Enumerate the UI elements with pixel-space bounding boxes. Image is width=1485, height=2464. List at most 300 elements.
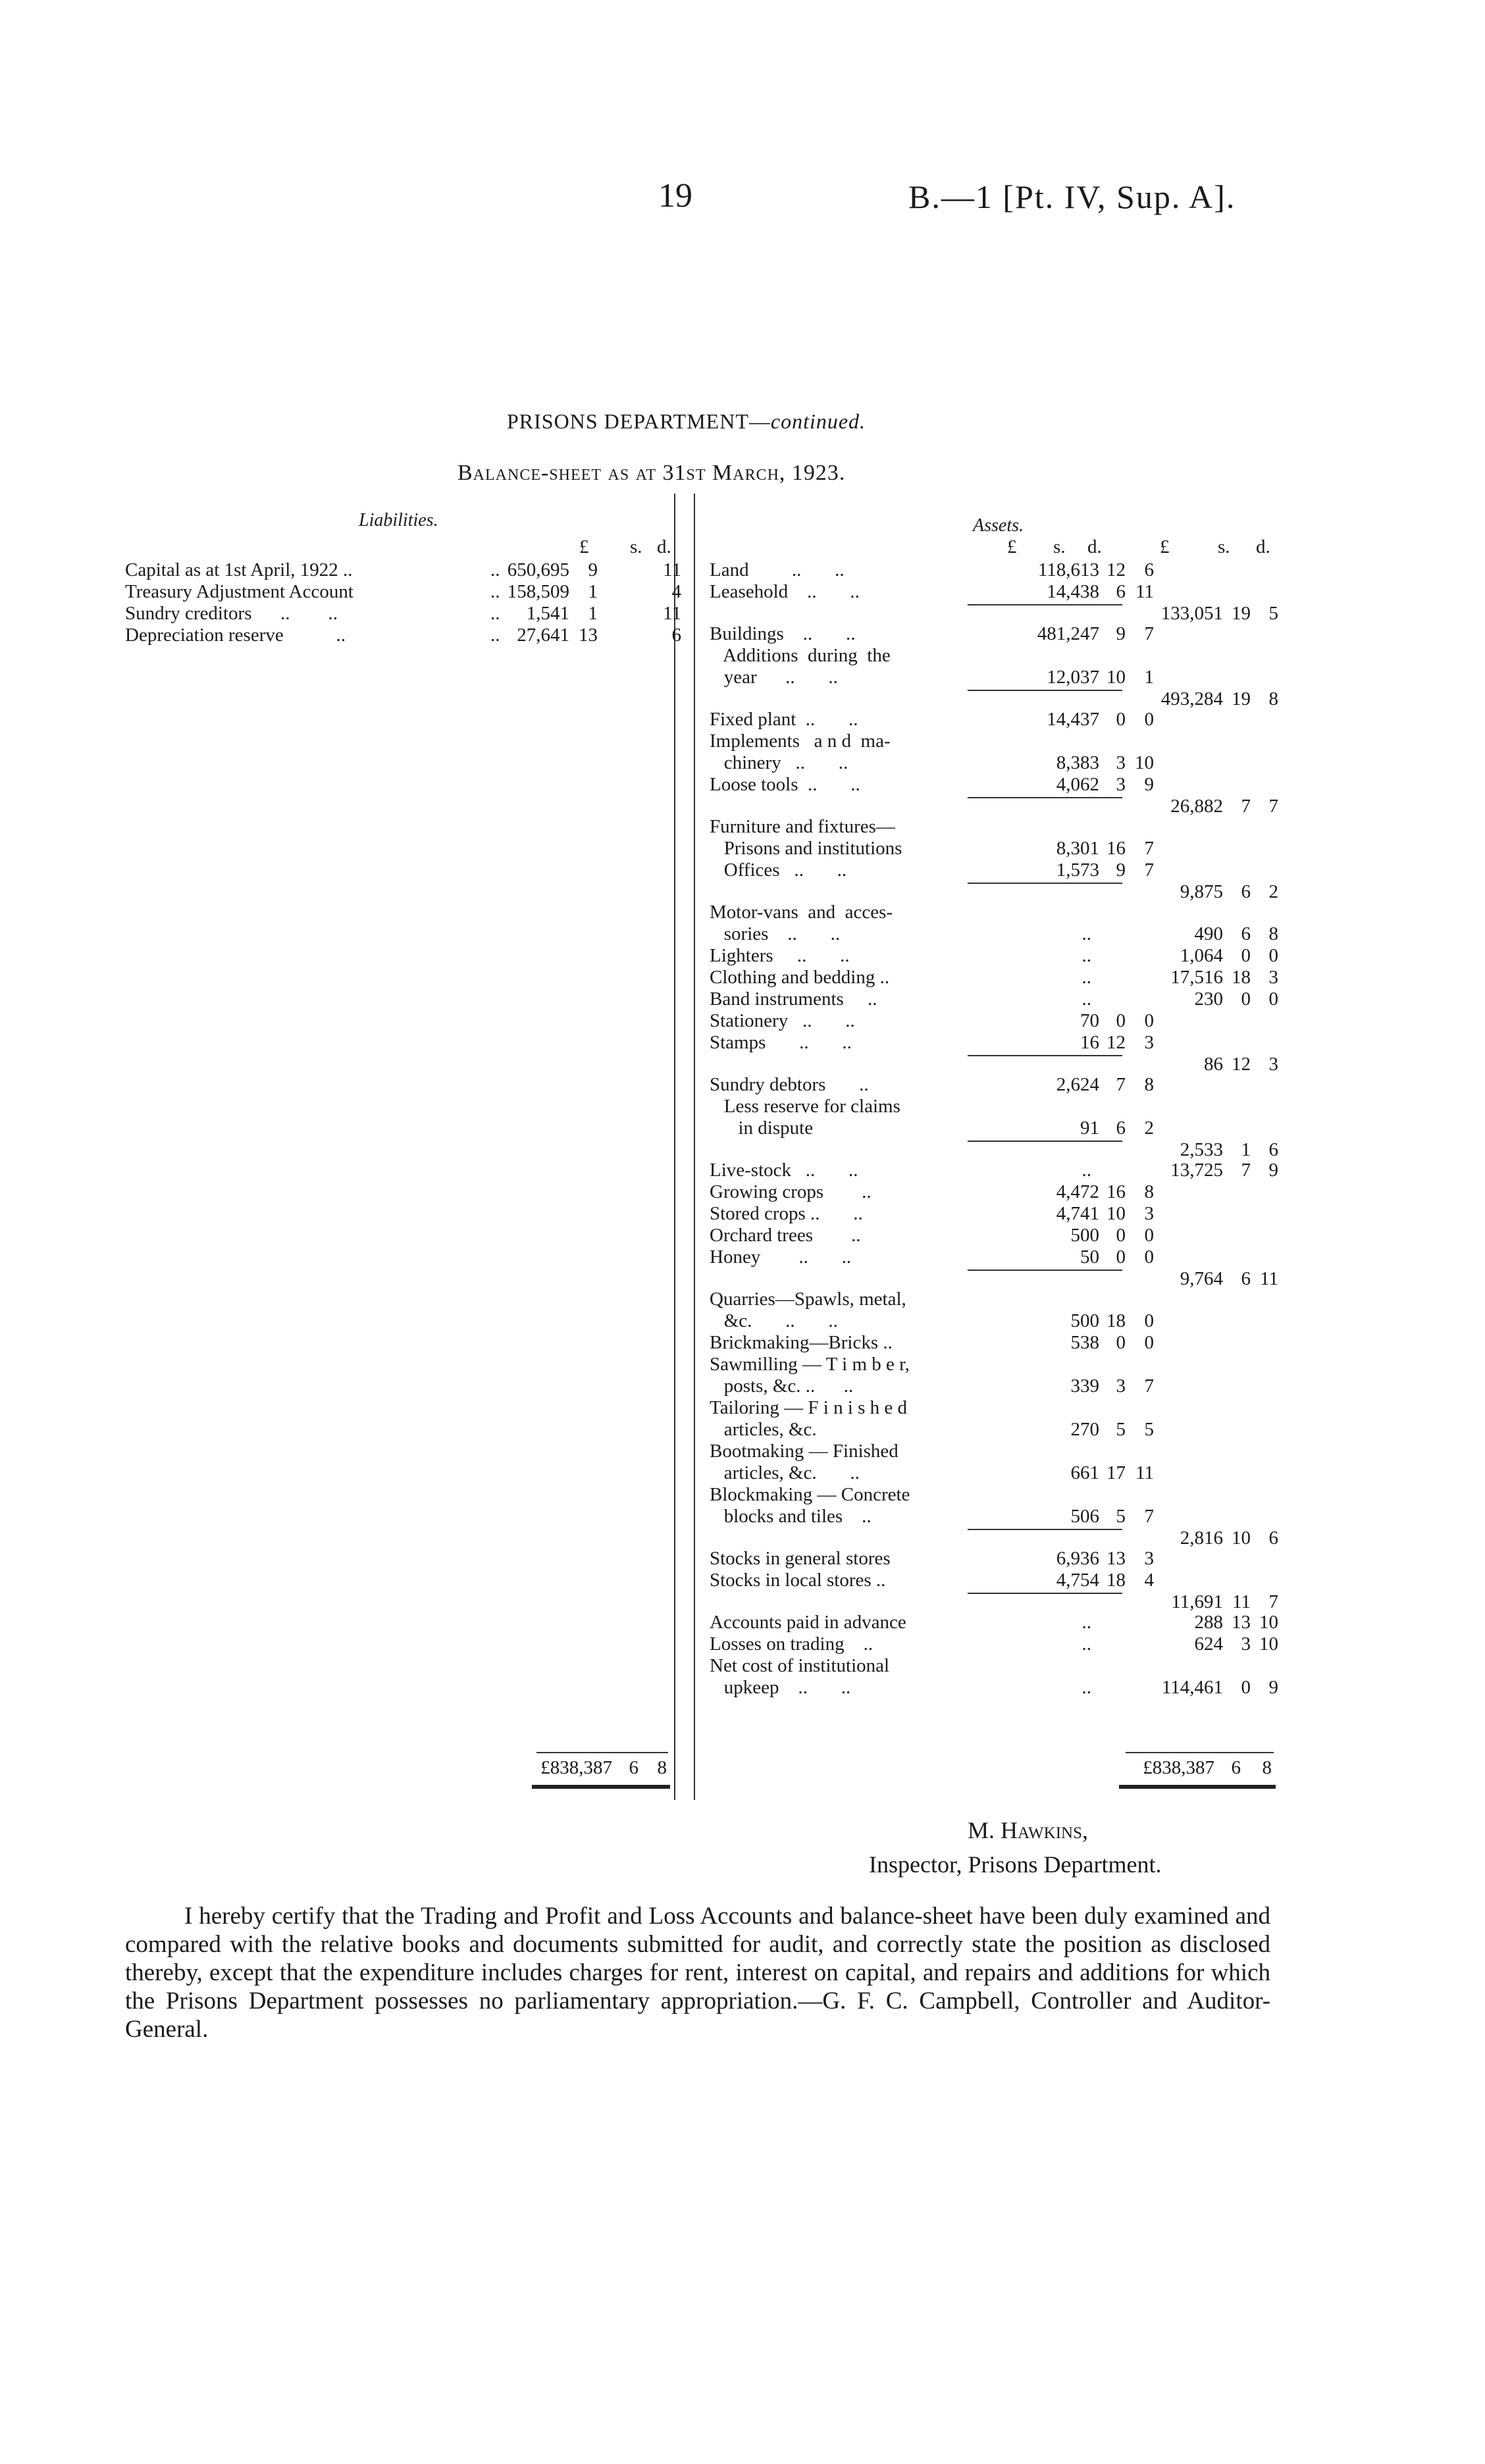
asset-total-shillings: 18 (1232, 967, 1251, 988)
liability-shillings: 1 (588, 581, 598, 602)
asset-total-shillings: 6 (1241, 881, 1251, 902)
asset-amount-shillings: 12 (1107, 559, 1126, 580)
asset-total-pence: 8 (1268, 688, 1278, 709)
asset-label: Less reserve for claims (710, 1096, 900, 1117)
asset-amount-shillings: 18 (1107, 1310, 1126, 1331)
asset-amount-pound: 8,301 (1056, 838, 1099, 859)
asset-amount-pence: 0 (1144, 1310, 1154, 1331)
asset-label: Implements a n d ma- (710, 731, 891, 752)
assets-double-rule (1119, 1785, 1276, 1789)
asset-total-pound: 2,533 (1180, 1139, 1223, 1160)
asset-total-pound: 17,516 (1170, 967, 1223, 988)
liabilities-table (125, 559, 681, 646)
asset-amount-pence: 1 (1144, 667, 1154, 688)
asset-amount-shillings: 0 (1116, 1225, 1126, 1246)
asset-amount-pound: 50 (1080, 1246, 1099, 1268)
column-divider-left (674, 494, 675, 1800)
asset-amount-pound: 8,383 (1056, 752, 1099, 773)
liability-pound: 158,509 (507, 581, 569, 602)
asset-total-pence: 9 (1268, 1677, 1278, 1698)
asset-total-pence: 10 (1259, 1633, 1278, 1655)
asset-amount-pence: 8 (1144, 1181, 1154, 1202)
asset-total-shillings: 11 (1232, 1591, 1251, 1612)
asset-row (710, 752, 1276, 774)
liabilities-total-pound: £838,387 (540, 1757, 612, 1778)
asset-amount-pound: 16 (1080, 1032, 1099, 1053)
page-number: 19 (658, 177, 692, 215)
liability-leader-dots: .. (490, 559, 500, 580)
asset-amount-pence: 5 (1144, 1419, 1154, 1440)
asset-label: Stocks in local stores .. (710, 1570, 886, 1591)
asset-row (710, 988, 1276, 1010)
assets-table (710, 559, 1276, 1699)
asset-amount-pence: 7 (1144, 1506, 1154, 1527)
asset-total-pound: 9,764 (1180, 1268, 1223, 1289)
asset-amount-shillings: 0 (1116, 1010, 1126, 1031)
asset-row (710, 1289, 1276, 1310)
asset-amount-pound: 481,247 (1037, 623, 1099, 644)
liabilities-double-rule (532, 1785, 670, 1789)
asset-subtotal-rule (968, 1055, 1122, 1056)
asset-row (710, 1441, 1276, 1462)
asset-row (710, 1117, 1276, 1139)
column-divider-right (694, 494, 695, 1800)
asset-total-shillings: 0 (1241, 988, 1251, 1010)
asset-label: posts, &c. .. .. (710, 1375, 854, 1397)
asset-amount-shillings: 5 (1116, 1419, 1126, 1440)
asset-row (710, 1677, 1276, 1699)
liabilities-col-s: s. (630, 536, 642, 557)
asset-row (710, 1246, 1276, 1268)
balance-sheet-title (457, 461, 845, 486)
asset-total-pound: 490 (1194, 923, 1223, 944)
asset-label: Lighters .. .. (710, 945, 850, 966)
asset-label: Net cost of institutional (710, 1655, 890, 1676)
asset-row (710, 559, 1276, 581)
asset-row (710, 623, 1276, 645)
asset-amount-shillings: 16 (1107, 1181, 1126, 1202)
asset-row (710, 1548, 1276, 1570)
asset-total-pound: 114,461 (1161, 1677, 1223, 1698)
asset-label: Sundry debtors .. (710, 1074, 869, 1095)
asset-total-shillings: 7 (1241, 796, 1251, 817)
asset-amount-pence: 7 (1144, 623, 1154, 644)
asset-row (710, 709, 1276, 731)
asset-total-shillings: 13 (1232, 1612, 1251, 1633)
liability-shillings: 9 (588, 559, 598, 580)
assets-heading: Assets. (973, 515, 1024, 536)
asset-label: year .. .. (710, 667, 838, 688)
asset-total-shillings: 3 (1241, 1633, 1251, 1655)
asset-total-pence: 8 (1268, 923, 1278, 944)
asset-total-pound: 230 (1194, 988, 1223, 1010)
asset-subtotal-rule (968, 1593, 1122, 1594)
liabilities-total-row (527, 1757, 675, 1779)
asset-amount-shillings: 10 (1107, 1203, 1126, 1224)
assets-total-rule (1126, 1752, 1274, 1753)
asset-label: chinery .. .. (710, 752, 848, 773)
asset-row (710, 1419, 1276, 1441)
asset-label: Motor-vans and acces- (710, 902, 893, 923)
asset-amount-shillings: 0 (1116, 1332, 1126, 1353)
assets-col-pound: £ (1007, 536, 1017, 557)
asset-total-shillings: 6 (1241, 923, 1251, 944)
asset-total-shillings: 6 (1241, 1268, 1251, 1289)
asset-label: Honey .. .. (710, 1246, 852, 1268)
department-continued: continued. (770, 409, 866, 433)
asset-label: Live-stock .. .. (710, 1160, 858, 1181)
asset-row (710, 945, 1276, 967)
asset-row (710, 1527, 1276, 1548)
asset-amount-pound: 506 (1070, 1506, 1099, 1527)
asset-label: sories .. .. (710, 923, 841, 944)
asset-label: Blockmaking — Concrete (710, 1484, 910, 1505)
audit-certificate: I hereby certify that the Trading and Profit and Loss Accounts and balance-sheet have been duly examined and compared with the relative books and documents submitted for audit, and correctly state the position as disclosed thereby, except that the expenditure includes charges for rent, interest on capital, and repairs and additions for which the Prisons Department possesses no parliamentary appropriation.—G. F. C. Campbell, Controller and Auditor-General. (125, 1903, 1270, 2043)
asset-amount-pence: 0 (1144, 1246, 1154, 1268)
asset-amount-pence: 9 (1144, 774, 1154, 795)
asset-total-shillings: 0 (1241, 945, 1251, 966)
asset-row (710, 1633, 1276, 1655)
asset-total-pound: 1,064 (1180, 945, 1223, 966)
asset-label: Furniture and fixtures— (710, 816, 895, 837)
asset-label: Brickmaking—Bricks .. (710, 1332, 893, 1353)
liability-label: Treasury Adjustment Account (125, 581, 353, 602)
asset-row (710, 967, 1276, 988)
asset-total-pence: 6 (1268, 1527, 1278, 1549)
liabilities-total-s: 6 (629, 1757, 638, 1778)
asset-amount-pence: 0 (1144, 1225, 1154, 1246)
asset-row (710, 1332, 1276, 1354)
asset-total-shillings: 12 (1232, 1054, 1251, 1075)
asset-amount-pence: 0 (1144, 1010, 1154, 1031)
liability-row (125, 581, 681, 603)
asset-row (710, 1570, 1276, 1591)
asset-label: Tailoring — F i n i s h e d (710, 1397, 908, 1418)
asset-total-pound: 493,284 (1160, 688, 1223, 709)
asset-amount-pound: 4,062 (1056, 774, 1099, 795)
asset-label: Clothing and bedding .. (710, 967, 890, 988)
asset-label: Additions during the (710, 645, 891, 666)
assets-total-row (1119, 1757, 1277, 1779)
asset-amount-shillings: 17 (1107, 1462, 1126, 1483)
asset-label: &c. .. .. (710, 1310, 838, 1331)
asset-row (710, 774, 1276, 796)
asset-total-pound: 26,882 (1170, 796, 1223, 817)
asset-row (710, 1203, 1276, 1225)
asset-amount-pence: 0 (1144, 1332, 1154, 1353)
asset-row (710, 1160, 1276, 1181)
asset-amount-pound: 91 (1080, 1117, 1099, 1139)
asset-total-pound: 288 (1194, 1612, 1223, 1633)
asset-total-pound: 2,816 (1180, 1527, 1223, 1549)
asset-total-pence: 7 (1268, 796, 1278, 817)
asset-label: Quarries—Spawls, metal, (710, 1289, 906, 1310)
asset-subtotal-rule (968, 1529, 1122, 1530)
liability-label: Depreciation reserve .. (125, 625, 346, 646)
asset-amount-shillings: 0 (1116, 1246, 1126, 1268)
asset-row (710, 1032, 1276, 1054)
asset-label: Accounts paid in advance (710, 1612, 906, 1633)
asset-amount-pence: 7 (1144, 860, 1154, 881)
asset-total-shillings: 1 (1241, 1139, 1251, 1160)
asset-label: blocks and tiles .. (710, 1506, 872, 1527)
liability-pence: 6 (671, 625, 681, 646)
liability-shillings: 1 (588, 603, 598, 624)
liability-leader-dots: .. (490, 581, 500, 602)
asset-row (710, 1484, 1276, 1506)
asset-label: Leasehold .. .. (710, 581, 860, 602)
asset-amount-pence: 6 (1144, 559, 1154, 580)
liabilities-col-pound: £ (579, 536, 589, 557)
asset-amount-pound: 14,437 (1047, 709, 1099, 730)
asset-amount-pound: 4,472 (1056, 1181, 1099, 1202)
liability-pence: 4 (671, 581, 681, 602)
asset-amount-pence: 4 (1144, 1570, 1154, 1591)
asset-total-shillings: 19 (1232, 603, 1251, 624)
assets-total-d: 8 (1262, 1757, 1272, 1778)
asset-total-pound: 624 (1194, 1633, 1223, 1655)
asset-total-shillings: 10 (1232, 1527, 1251, 1549)
assets-col-d-2: d. (1256, 536, 1270, 557)
asset-amount-shillings: 9 (1116, 623, 1126, 644)
asset-label: Stocks in general stores (710, 1548, 891, 1569)
asset-amount-pound: .. (1081, 1160, 1091, 1181)
asset-subtotal-rule (968, 1141, 1122, 1142)
asset-row (710, 1268, 1276, 1289)
asset-label: in dispute (710, 1117, 814, 1139)
asset-amount-pound: .. (1081, 945, 1091, 966)
liabilities-total-d: 8 (657, 1757, 667, 1778)
asset-label: Stamps .. .. (710, 1032, 852, 1053)
asset-amount-shillings: 6 (1116, 1117, 1126, 1139)
liability-row (125, 603, 681, 625)
asset-amount-pence: 7 (1144, 1375, 1154, 1397)
asset-amount-shillings: 7 (1116, 1074, 1126, 1095)
asset-total-pence: 3 (1268, 1054, 1278, 1075)
asset-amount-pound: 538 (1070, 1332, 1099, 1353)
signatory-name: M. Hawkins, (968, 1817, 1088, 1843)
asset-total-pence: 11 (1260, 1268, 1278, 1289)
asset-total-pound: 86 (1204, 1054, 1223, 1075)
asset-total-pound: 13,725 (1170, 1160, 1223, 1181)
assets-col-pound-2: £ (1160, 536, 1170, 557)
asset-row (710, 1506, 1276, 1527)
asset-row (710, 1375, 1276, 1397)
asset-row (710, 923, 1276, 945)
asset-amount-shillings: 16 (1107, 838, 1126, 859)
asset-amount-pence: 11 (1135, 1462, 1154, 1483)
liabilities-col-d: d. (657, 536, 671, 557)
asset-label: Stored crops .. .. (710, 1203, 863, 1224)
asset-amount-pound: 14,438 (1047, 581, 1099, 602)
asset-label: Loose tools .. .. (710, 774, 860, 795)
asset-row (710, 796, 1276, 816)
asset-row (710, 1655, 1276, 1677)
asset-amount-pound: 1,573 (1056, 860, 1099, 881)
liability-label: Capital as at 1st April, 1922 .. (125, 559, 353, 580)
asset-row (710, 731, 1276, 752)
asset-subtotal-rule (968, 797, 1122, 798)
asset-row (710, 603, 1276, 623)
asset-label: articles, &c. .. (710, 1462, 860, 1483)
asset-row (710, 902, 1276, 923)
asset-row (710, 1225, 1276, 1246)
asset-amount-pence: 3 (1144, 1203, 1154, 1224)
asset-label: Fixed plant .. .. (710, 709, 858, 730)
assets-total-s: 6 (1231, 1757, 1241, 1778)
asset-row (710, 1310, 1276, 1332)
asset-amount-pence: 7 (1144, 838, 1154, 859)
asset-row (710, 1397, 1276, 1419)
signatory-title: Inspector, Prisons Department. (869, 1851, 1162, 1878)
liability-pence: 11 (663, 559, 681, 580)
asset-subtotal-rule (968, 690, 1122, 691)
asset-label: Offices .. .. (710, 860, 847, 881)
asset-row (710, 688, 1276, 709)
asset-amount-pound: 339 (1070, 1375, 1099, 1397)
assets-col-s: s. (1053, 536, 1066, 557)
asset-row (710, 838, 1276, 860)
asset-row (710, 1096, 1276, 1117)
asset-amount-pound: .. (1081, 1612, 1091, 1633)
asset-amount-shillings: 5 (1116, 1506, 1126, 1527)
asset-label: Losses on trading .. (710, 1633, 873, 1655)
liability-leader-dots: .. (490, 603, 500, 624)
asset-label: upkeep .. .. (710, 1677, 851, 1698)
asset-total-pence: 2 (1268, 881, 1278, 902)
asset-row (710, 1010, 1276, 1032)
assets-col-s-2: s. (1218, 536, 1230, 557)
asset-total-pound: 9,875 (1180, 881, 1223, 902)
liability-shillings: 13 (579, 625, 598, 646)
asset-row (710, 1612, 1276, 1633)
asset-amount-shillings: 0 (1116, 709, 1126, 730)
asset-amount-pence: 2 (1144, 1117, 1154, 1139)
asset-label: Prisons and institutions (710, 838, 902, 859)
asset-row (710, 645, 1276, 667)
asset-amount-pound: 4,741 (1056, 1203, 1099, 1224)
asset-row (710, 1139, 1276, 1160)
liability-row (125, 625, 681, 646)
asset-amount-shillings: 18 (1107, 1570, 1126, 1591)
asset-total-pound: 11,691 (1171, 1591, 1223, 1612)
liability-pound: 1,541 (526, 603, 569, 624)
asset-row (710, 1054, 1276, 1074)
asset-amount-shillings: 13 (1107, 1548, 1126, 1569)
asset-row (710, 860, 1276, 881)
assets-total-pound: £838,387 (1143, 1757, 1214, 1778)
asset-total-shillings: 0 (1241, 1677, 1251, 1698)
asset-amount-shillings: 3 (1116, 774, 1126, 795)
asset-amount-shillings: 6 (1116, 581, 1126, 602)
asset-total-pence: 0 (1268, 945, 1278, 966)
asset-amount-pence: 0 (1144, 709, 1154, 730)
asset-amount-shillings: 3 (1116, 1375, 1126, 1397)
asset-label: Sawmilling — T i m b e r, (710, 1354, 910, 1375)
asset-amount-pound: .. (1081, 967, 1091, 988)
asset-amount-pence: 10 (1135, 752, 1154, 773)
asset-amount-pound: 4,754 (1056, 1570, 1099, 1591)
asset-label: Orchard trees .. (710, 1225, 861, 1246)
asset-row (710, 1074, 1276, 1096)
asset-row (710, 1354, 1276, 1375)
asset-label: Land .. .. (710, 559, 845, 580)
asset-total-pence: 5 (1268, 603, 1278, 624)
asset-row (710, 1181, 1276, 1203)
liability-row (125, 559, 681, 581)
asset-amount-pence: 11 (1135, 581, 1154, 602)
asset-amount-pound: 2,624 (1056, 1074, 1099, 1095)
asset-amount-pound: 12,037 (1047, 667, 1099, 688)
asset-amount-pence: 3 (1144, 1032, 1154, 1053)
liability-leader-dots: .. (490, 625, 500, 646)
asset-amount-shillings: 9 (1116, 860, 1126, 881)
asset-label: Bootmaking — Finished (710, 1441, 899, 1462)
liability-pound: 27,641 (517, 625, 569, 646)
department-title (507, 409, 866, 434)
asset-amount-pound: 70 (1080, 1010, 1099, 1031)
department-name: PRISONS DEPARTMENT— (507, 409, 771, 433)
asset-amount-pound: .. (1081, 1677, 1091, 1698)
asset-amount-shillings: 10 (1107, 667, 1126, 688)
asset-amount-pound: 500 (1070, 1310, 1099, 1331)
asset-total-pence: 0 (1268, 988, 1278, 1010)
asset-total-pence: 3 (1268, 967, 1278, 988)
asset-amount-pound: 661 (1070, 1462, 1099, 1483)
asset-amount-pound: 118,613 (1037, 559, 1099, 580)
asset-amount-pound: 270 (1070, 1419, 1099, 1440)
asset-amount-pence: 8 (1144, 1074, 1154, 1095)
asset-total-pence: 7 (1268, 1591, 1278, 1612)
asset-label: articles, &c. (710, 1419, 817, 1440)
asset-total-pence: 10 (1259, 1612, 1278, 1633)
asset-label: Growing crops .. (710, 1181, 872, 1202)
asset-amount-pound: 6,936 (1056, 1548, 1099, 1569)
asset-amount-shillings: 12 (1107, 1032, 1126, 1053)
liability-label: Sundry creditors .. .. (125, 603, 338, 624)
asset-label: Band instruments .. (710, 988, 877, 1010)
liabilities-total-rule (536, 1752, 668, 1753)
asset-amount-pound: 500 (1070, 1225, 1099, 1246)
asset-label: Stationery .. .. (710, 1010, 855, 1031)
asset-total-shillings: 19 (1232, 688, 1251, 709)
balance-sheet-date: 31st March, 1923. (662, 461, 846, 485)
asset-row (710, 581, 1276, 603)
asset-amount-pound: .. (1081, 1633, 1091, 1655)
asset-amount-shillings: 3 (1116, 752, 1126, 773)
asset-subtotal-rule (968, 604, 1122, 605)
asset-row (710, 1462, 1276, 1484)
liability-pence: 11 (663, 603, 681, 624)
balance-sheet-title-text: Balance-sheet as at (457, 461, 663, 485)
asset-amount-pound: .. (1081, 923, 1091, 944)
asset-amount-pound: .. (1081, 988, 1091, 1010)
asset-label: Buildings .. .. (710, 623, 856, 644)
asset-row (710, 881, 1276, 902)
assets-col-d: d. (1087, 536, 1102, 557)
asset-row (710, 816, 1276, 838)
liabilities-heading: Liabilities. (359, 510, 438, 530)
asset-row (710, 1591, 1276, 1612)
asset-amount-pence: 3 (1144, 1548, 1154, 1569)
asset-subtotal-rule (968, 1270, 1122, 1271)
liability-pound: 650,695 (507, 559, 569, 580)
asset-total-shillings: 7 (1241, 1160, 1251, 1181)
asset-total-pound: 133,051 (1160, 603, 1223, 624)
asset-total-pence: 6 (1268, 1139, 1278, 1160)
asset-subtotal-rule (968, 883, 1122, 884)
document-reference: B.—1 [Pt. IV, Sup. A]. (908, 178, 1236, 215)
